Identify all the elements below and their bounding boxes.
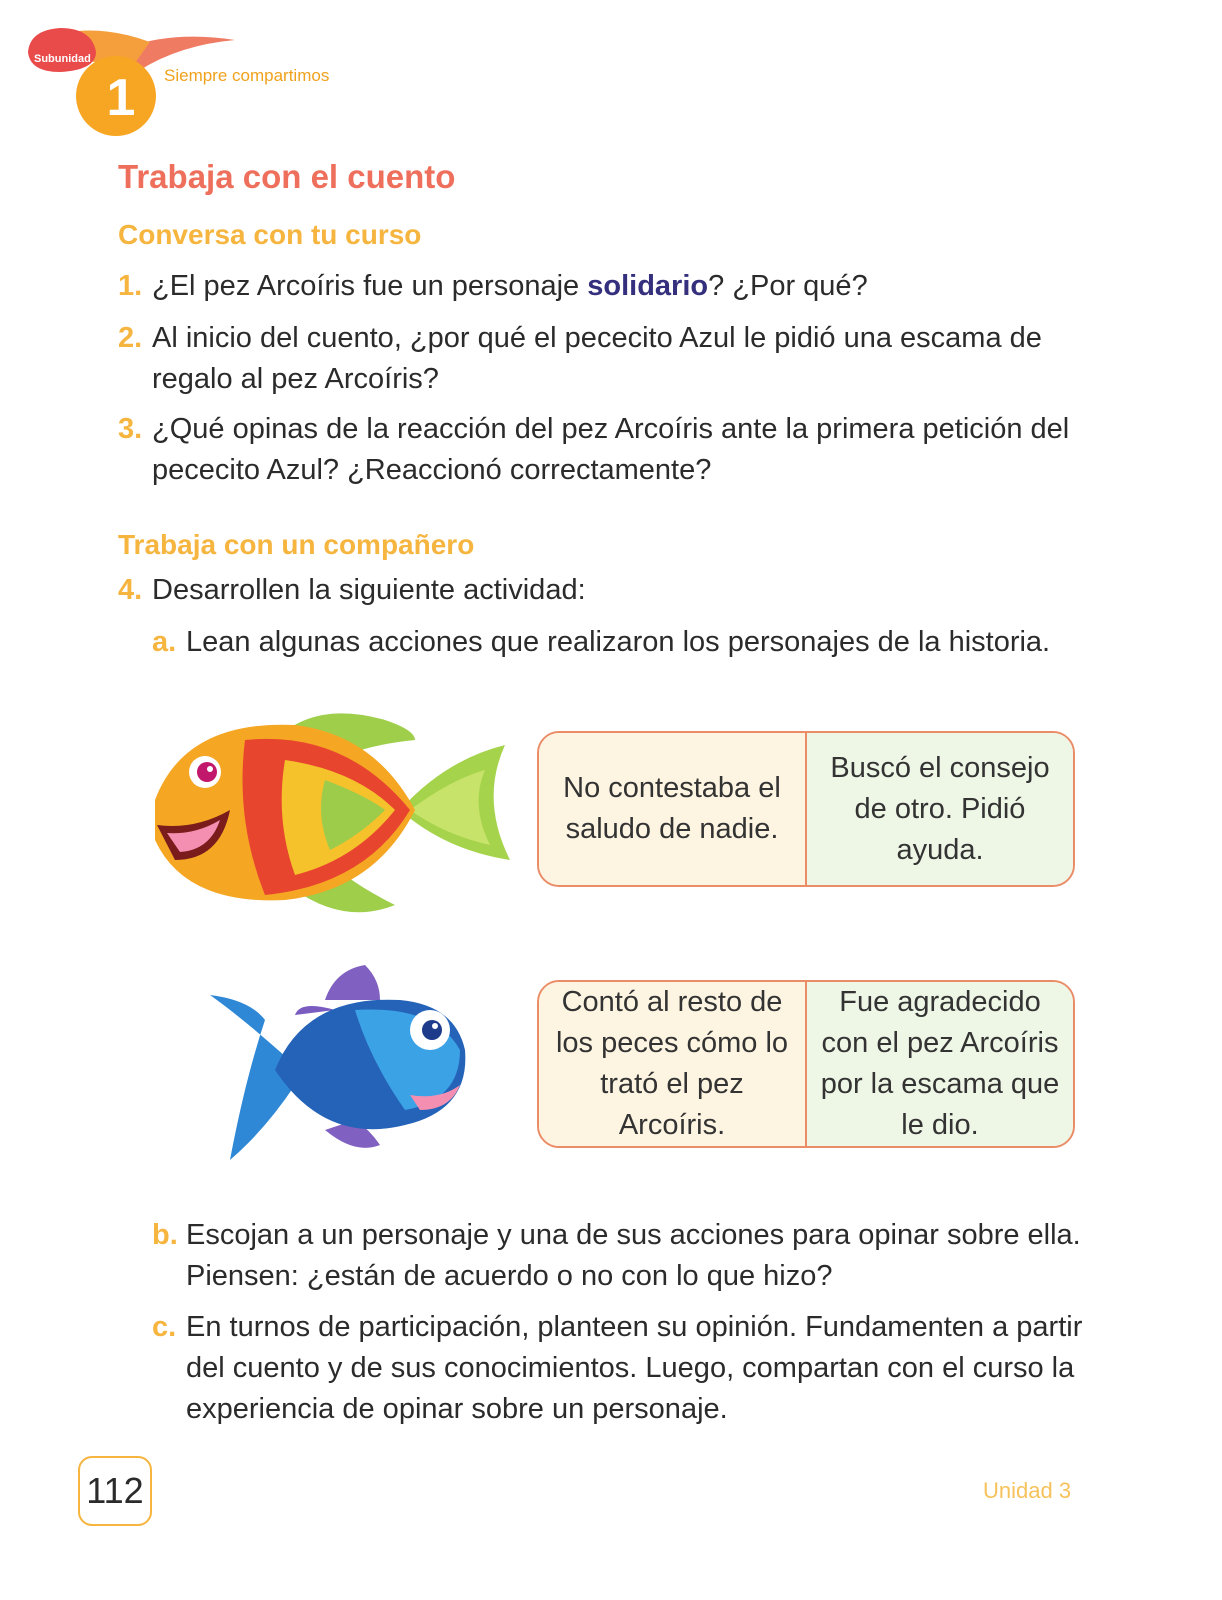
question-1	[118, 266, 1108, 307]
question-number: 1.	[118, 270, 143, 302]
question-text: ¿Qué opinas de la reacción del pez Arcoíris ante la primera petición del pececito Azul? ¿Reaccionó correctamente?	[152, 413, 1070, 486]
subunit-label: Subunidad	[34, 53, 91, 65]
item-c	[152, 1307, 1112, 1430]
item-a	[152, 622, 1112, 663]
item-text: Lean algunas acciones que realizaron los personajes de la historia.	[186, 626, 1051, 658]
action-right: Fue agradecido con el pez Arcoíris por la escama que le dio.	[807, 982, 1073, 1146]
page-number: 112	[78, 1456, 152, 1526]
action-left: Contó al resto de los peces cómo lo trató el pez Arcoíris.	[539, 982, 807, 1146]
item-letter: a.	[152, 626, 177, 658]
action-box-rainbow-fish	[537, 731, 1075, 887]
question-number: 2.	[118, 322, 143, 354]
highlight-word: solidario	[587, 270, 709, 302]
item-b	[152, 1215, 1112, 1297]
item-text: En turnos de participación, planteen su opinión. Fundamenten a partir del cuento y de sus conocimientos. Luego, compartan con el curso la experiencia de opinar sobre un personaje.	[186, 1311, 1083, 1425]
section-heading-course: Conversa con tu curso	[118, 219, 422, 250]
action-box-blue-fish	[537, 980, 1075, 1148]
question-number: 3.	[118, 413, 143, 445]
blue-fish-illustration	[205, 960, 480, 1170]
question-3	[118, 409, 1108, 491]
question-text: Al inicio del cuento, ¿por qué el pececito Azul le pidió una escama de regalo al pez Arcoíris?	[152, 322, 1042, 395]
question-text: ¿El pez Arcoíris fue un personaje	[152, 270, 588, 302]
question-text: Desarrollen la siguiente actividad:	[152, 574, 586, 606]
action-right: Buscó el consejo de otro. Pidió ayuda.	[807, 733, 1073, 885]
unit-label: Unidad 3	[983, 1478, 1072, 1503]
section-heading-partner: Trabaja con un compañero	[118, 529, 475, 560]
item-text: Escojan a un personaje y una de sus acciones para opinar sobre ella. Piensen: ¿están de acuerdo o no con lo que hizo?	[186, 1219, 1081, 1292]
question-number: 4.	[118, 574, 143, 606]
page-title: Trabaja con el cuento	[118, 158, 456, 195]
item-letter: b.	[152, 1219, 178, 1251]
question-4	[118, 570, 1108, 611]
action-left: No contestaba el saludo de nadie.	[539, 733, 807, 885]
item-letter: c.	[152, 1311, 177, 1343]
unit-number: 1	[106, 69, 136, 127]
subunit-title: Siempre compartimos	[164, 66, 330, 85]
question-2	[118, 318, 1108, 400]
rainbow-fish-illustration	[145, 700, 520, 935]
question-text-end: ? ¿Por qué?	[708, 270, 868, 302]
